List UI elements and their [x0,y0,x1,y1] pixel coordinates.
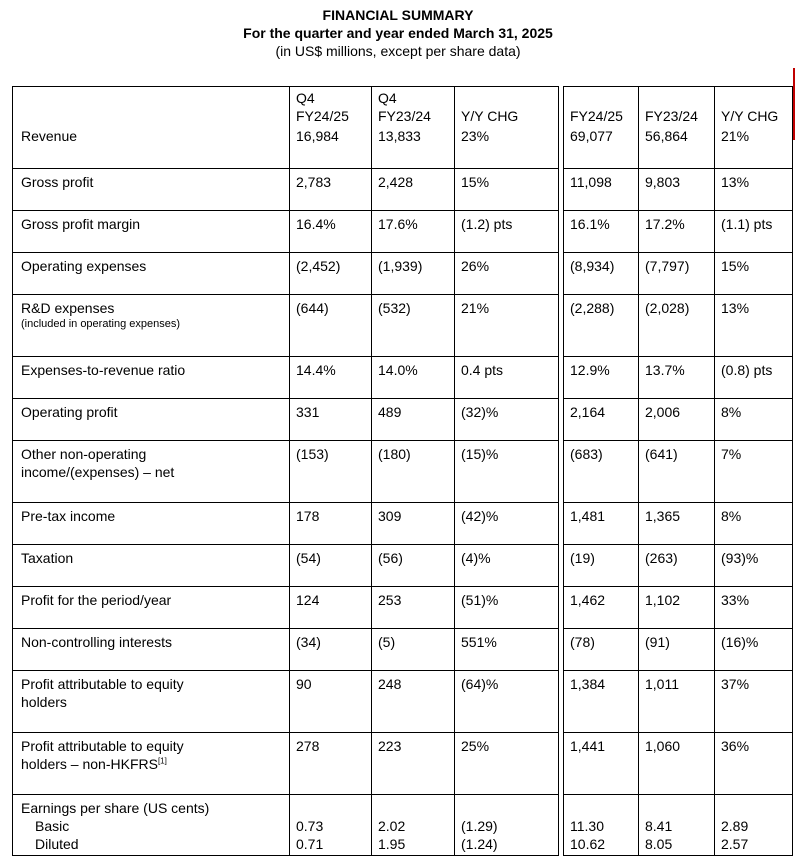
row-label [13,545,290,587]
row-label-text: Revenue [21,127,78,144]
table-cell-value: 25% [455,733,559,795]
table-cell-value: (4)% [455,545,559,587]
table-cell-value: 36% [715,733,793,795]
table-cell-value: (16)% [715,629,793,671]
table-cell-value: (7,797) [639,253,715,295]
table-cell-value: 23% [455,127,559,169]
row-label-text: Profit attributable to equity [21,676,184,692]
row-label-text: Other non-operating [21,446,147,462]
table-cell-value: 17.6% [372,211,455,253]
report-header [0,0,796,60]
table-cell-value: 11,098 [564,169,639,211]
table-cell-value: 16.4% [290,211,372,253]
table-cell-value: 13.7% [639,357,715,399]
table-cell-value: 13% [715,169,793,211]
table-cell-value: 1,481 [564,503,639,545]
table-cell-value: 1,365 [639,503,715,545]
col-header-fy2425 [564,87,639,127]
table-cell-value: 17.2% [639,211,715,253]
report-subtitle: For the quarter and year ended March 31, 2025 [243,25,553,41]
col-header-line: FY23/24 [645,108,698,124]
table-cell-value: 2,006 [639,399,715,441]
table-cell-value: (8,934) [564,253,639,295]
col-header-fy2324 [639,87,715,127]
table-cell-value: (683) [564,441,639,503]
table-cell-value: 69,077 [564,127,639,169]
table-cell-value: 2,783 [290,169,372,211]
row-label-text: Operating expenses [21,258,147,274]
row-label-text: Profit for the period/year [21,592,172,608]
row-label-text: Gross profit margin [21,216,141,232]
table-cell-value: (153) [290,441,372,503]
units-note: (in US$ millions, except per share data) [275,43,521,59]
table-cell-value: (1.2) pts [455,211,559,253]
table-cell-value: (51)% [455,587,559,629]
table-cell-value: (54) [290,545,372,587]
row-label-text: Pre-tax income [21,508,116,524]
table-cell-value: 178 [290,503,372,545]
row-label-text: R&D expenses [21,300,115,316]
col-header-fy-yy-chg [715,87,793,127]
table-cell-value: (263) [639,545,715,587]
eps-value-cell [455,795,559,856]
col-header-line: Q4 [378,90,397,106]
table-cell-value: 16,984 [290,127,372,169]
table-cell-value: 124 [290,587,372,629]
table-cell-value: 15% [455,169,559,211]
col-header-line: Q4 [296,90,315,106]
table-cell-value: (91) [639,629,715,671]
row-label [13,441,290,503]
eps-basic-value: (1.29) [461,818,498,834]
row-label [13,733,290,795]
table-cell-value: 2,164 [564,399,639,441]
row-label-text: Profit attributable to equity [21,738,184,754]
row-label [13,587,290,629]
table-cell-value: (180) [372,441,455,503]
row-label-text: income/(expenses) – net [21,464,175,480]
report-title: FINANCIAL SUMMARY [322,7,474,23]
table-cell-value: 0.4 pts [455,357,559,399]
table-cell-value: 253 [372,587,455,629]
col-header-line: FY24/25 [570,108,623,124]
row-label [13,671,290,733]
eps-basic-value: 2.02 [378,818,406,834]
table-cell-value: 223 [372,733,455,795]
col-header-q4-fy2324 [372,87,455,127]
table-cell-value: 1,441 [564,733,639,795]
header-blank-cell [13,87,290,127]
table-cell-value: 12.9% [564,357,639,399]
table-cell-value: 13% [715,295,793,357]
row-label [13,503,290,545]
row-label-text: Taxation [21,550,74,566]
row-label [13,253,290,295]
eps-value-cell [715,795,793,856]
table-cell-value: (644) [290,295,372,357]
table-cell-value: (0.8) pts [715,357,793,399]
table-cell-value: 33% [715,587,793,629]
col-header-line: Y/Y CHG [721,108,779,124]
table-cell-value: 14.0% [372,357,455,399]
eps-diluted-value: 8.05 [645,836,673,852]
table-cell-value: 16.1% [564,211,639,253]
table-cell-value: (19) [564,545,639,587]
row-label-text: Non-controlling interests [21,634,172,650]
table-cell-value: (2,288) [564,295,639,357]
table-cell-value: 1,060 [639,733,715,795]
table-cell-value: (78) [564,629,639,671]
row-label-text: Gross profit [21,174,94,190]
eps-value-cell [564,795,639,856]
eps-basic-value: 8.41 [645,818,673,834]
row-label-text: holders [21,694,67,710]
eps-diluted-label: Diluted [35,836,79,852]
eps-diluted-value: 10.62 [570,836,606,852]
table-cell-value: (64)% [455,671,559,733]
table-cell-value: 2,428 [372,169,455,211]
row-label-text: holders – non-HKFRS [21,756,158,772]
table-cell-value: (93)% [715,545,793,587]
table-cell-value: 13,833 [372,127,455,169]
red-margin-line [793,68,795,140]
table-cell-value: 278 [290,733,372,795]
eps-diluted-value: 1.95 [378,836,406,852]
table-cell-value: 8% [715,399,793,441]
eps-value-cell [290,795,372,856]
row-label-text: Operating profit [21,404,118,420]
eps-diluted-value: 0.71 [296,836,324,852]
eps-diluted-value: (1.24) [461,836,498,852]
col-header-q4-fy2425 [290,87,372,127]
row-label-note: (included in operating expenses) [21,318,180,330]
table-cell-value: (641) [639,441,715,503]
table-cell-value: 248 [372,671,455,733]
table-cell-value: 1,011 [639,671,715,733]
table-cell-value: (1,939) [372,253,455,295]
eps-basic-value: 11.30 [570,818,604,834]
quarterly-table [12,86,559,856]
row-label [13,127,290,169]
row-label [13,629,290,671]
table-cell-value: 37% [715,671,793,733]
eps-label: Earnings per share (US cents) [21,800,210,816]
table-cell-value: (42)% [455,503,559,545]
table-cell-value: (15)% [455,441,559,503]
table-cell-value: 21% [455,295,559,357]
table-cell-value: (32)% [455,399,559,441]
eps-basic-value: 2.89 [721,818,749,834]
table-cell-value: 331 [290,399,372,441]
row-label [13,295,290,357]
table-cell-value: 14.4% [290,357,372,399]
table-cell-value: 56,864 [639,127,715,169]
eps-basic-label: Basic [35,818,70,834]
eps-label-cell [13,795,290,856]
table-cell-value: 551% [455,629,559,671]
table-cell-value: (2,028) [639,295,715,357]
eps-basic-value: 0.73 [296,818,324,834]
table-cell-value: 15% [715,253,793,295]
row-label [13,399,290,441]
table-cell-value: 489 [372,399,455,441]
footnote-marker: [1] [157,756,167,766]
table-cell-value: 309 [372,503,455,545]
eps-value-cell [639,795,715,856]
table-cell-value: 9,803 [639,169,715,211]
table-cell-value: (2,452) [290,253,372,295]
table-cell-value: (532) [372,295,455,357]
row-label [13,169,290,211]
table-cell-value: (5) [372,629,455,671]
eps-diluted-value: 2.57 [721,836,749,852]
table-cell-value: 90 [290,671,372,733]
table-cell-value: 7% [715,441,793,503]
table-cell-value: 1,102 [639,587,715,629]
eps-value-cell [372,795,455,856]
col-header-line: FY23/24 [378,108,431,124]
table-cell-value: (56) [372,545,455,587]
row-label-text: Expenses-to-revenue ratio [21,362,186,378]
table-cell-value: (34) [290,629,372,671]
row-label [13,357,290,399]
col-header-line: Y/Y CHG [461,108,519,124]
table-cell-value: 26% [455,253,559,295]
col-header-line: FY24/25 [296,108,349,124]
table-cell-value: 21% [715,127,793,169]
table-cell-value: 1,462 [564,587,639,629]
col-header-yy-chg [455,87,559,127]
table-cell-value: 1,384 [564,671,639,733]
table-cell-value: (1.1) pts [715,211,793,253]
full-year-table [563,86,793,856]
row-label [13,211,290,253]
table-cell-value: 8% [715,503,793,545]
